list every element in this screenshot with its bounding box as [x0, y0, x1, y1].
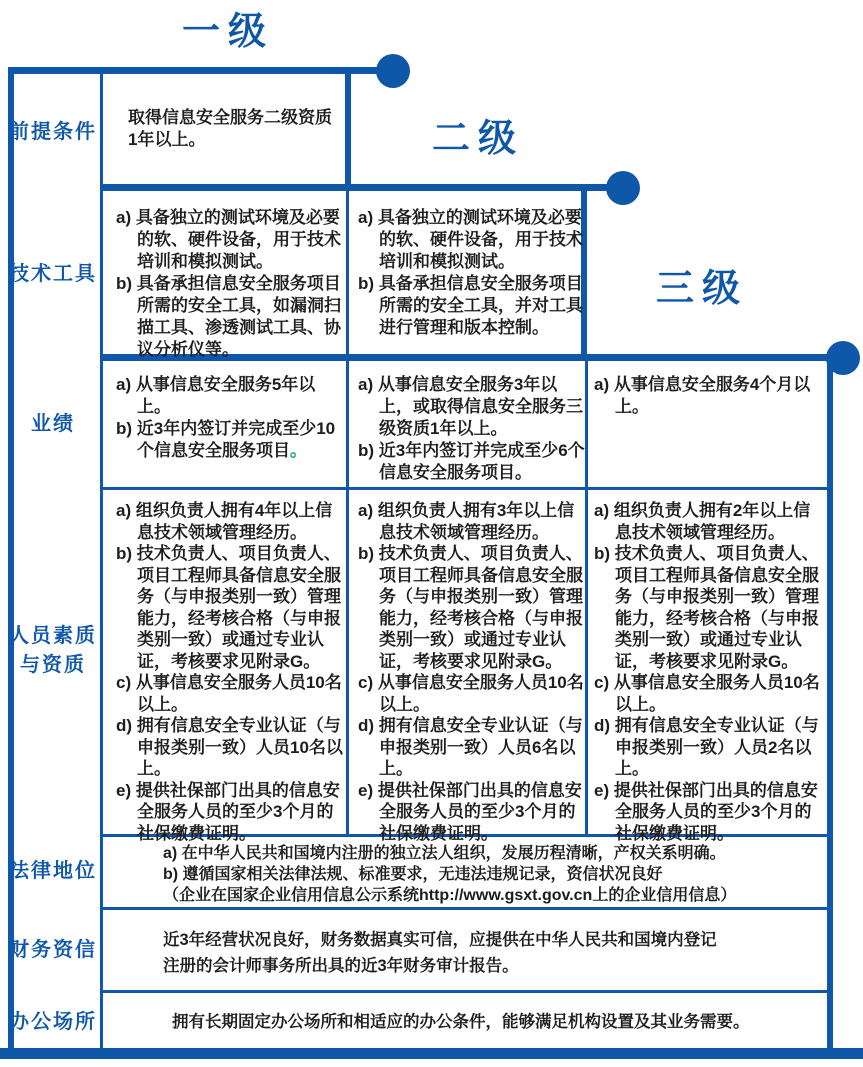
green-period: 。	[290, 441, 307, 460]
row-label-legal-status: 法律地位	[9, 860, 97, 882]
cell-performance-level2	[358, 374, 586, 484]
list-item: a) 组织负责人拥有2年以上信息技术领域管理经历。	[594, 501, 811, 542]
list-item: e) 提供社保部门出具的信息安全服务人员的至少3个月的社保缴费证明。	[594, 780, 818, 843]
list-item: c) 从事信息安全服务人员10名以上。	[116, 673, 342, 714]
cell-tech-tools-level1	[116, 207, 343, 361]
list-item: b) 近3年内签订并完成至少6个信息安全服务项目。	[358, 441, 585, 482]
legal-finance-divider	[100, 907, 833, 910]
cell-personnel-level3	[594, 500, 824, 844]
row-label-performance: 业绩	[31, 413, 75, 435]
text-line: 注册的会计师事务所出具的近3年财务审计报告。	[163, 957, 519, 975]
level1-column-right-border	[345, 67, 351, 188]
row-label-personnel-line2: 与资质	[20, 654, 86, 676]
list-item: c) 从事信息安全服务人员10名以上。	[594, 673, 820, 714]
level1-title: 一级	[182, 11, 275, 53]
list-item: e) 提供社保部门出具的信息安全服务人员的至少3个月的社保缴费证明。	[358, 780, 582, 843]
list-item	[116, 418, 344, 462]
level2-title: 二级	[432, 118, 525, 160]
list-item: a) 具备独立的测试环境及必要的软、硬件设备，用于技术培训和模拟测试。	[358, 208, 583, 271]
cell-office-space: 拥有长期固定办公场所和相适应的办公条件，能够满足机构设置及其业务需要。	[172, 1013, 750, 1031]
list-item: d) 拥有信息安全专业认证（与申报类别一致）人员2名以上。	[594, 716, 819, 778]
list-item: b) 具备承担信息安全服务项目所需的安全工具，并对工具进行管理和版本控制。	[358, 274, 583, 337]
table-border-left	[8, 67, 14, 1055]
list-item: a) 从事信息安全服务5年以上。	[116, 375, 316, 416]
row-label-personnel-line1: 人员素质	[9, 625, 97, 647]
cell-prerequisite-level1: 取得信息安全服务二级资质1年以上。	[128, 108, 332, 149]
list-item: b) 技术负责人、项目负责人、项目工程师具备信息安全服务（与申报类别一致）管理能力，经考核合格（与申报类别一致）或通过专业认证，考核要求见附录G。	[594, 544, 819, 671]
level2-connector-dot	[606, 171, 640, 205]
list-item: b) 技术负责人、项目负责人、项目工程师具备信息安全服务（与申报类别一致）管理能力，经考核合格（与申报类别一致）或通过专业认证，考核要求见附录G。	[116, 544, 341, 671]
cell-personnel-level2	[358, 500, 586, 844]
list-item: e) 提供社保部门出具的信息安全服务人员的至少3个月的社保缴费证明。	[116, 780, 340, 843]
performance-personnel-divider	[100, 487, 833, 490]
list-item-text: b) 近3年内签订并完成至少10个信息安全服务项目	[116, 419, 336, 460]
cell-personnel-level1	[116, 500, 344, 844]
level1-connector-line	[8, 67, 393, 74]
table-border-bottom	[0, 1048, 863, 1059]
list-item: d) 拥有信息安全专业认证（与申报类别一致）人员6名以上。	[358, 716, 583, 778]
row-label-prerequisite: 前提条件	[9, 121, 97, 143]
row-label-personnel	[9, 622, 97, 680]
list-item: c) 从事信息安全服务人员10名以上。	[358, 673, 584, 714]
level2-connector-line	[100, 184, 623, 191]
list-item: a) 从事信息安全服务4个月以上。	[594, 375, 811, 416]
cell-tech-tools-level2	[358, 207, 585, 339]
row-label-tech-tools: 技术工具	[9, 263, 97, 285]
level1-connector-dot	[376, 54, 410, 88]
cell-legal-status	[163, 843, 828, 906]
list-item: b) 技术负责人、项目负责人、项目工程师具备信息安全服务（与申报类别一致）管理能力，经考核合格（与申报类别一致）或通过专业认证，考核要求见附录G。	[358, 544, 583, 671]
list-item: a) 在中华人民共和国境内注册的独立法人组织，发展历程清晰，产权关系明确。	[163, 845, 726, 862]
list-item: （企业在国家企业信用信息公示系统http://www.gsxt.gov.cn上的企业信用信息）	[163, 887, 737, 904]
list-item: a) 从事信息安全服务3年以上，或取得信息安全服务三级资质1年以上。	[358, 375, 583, 438]
cell-financial-credit	[163, 927, 783, 979]
list-item: d) 拥有信息安全专业认证（与申报类别一致）人员10名以上。	[116, 716, 343, 778]
row-label-office-space: 办公场所	[9, 1011, 97, 1033]
cell-performance-level1	[116, 374, 344, 462]
table-border-right	[827, 354, 833, 1054]
list-item: a) 组织负责人拥有4年以上信息技术领域管理经历。	[116, 501, 333, 542]
list-item: a) 组织负责人拥有3年以上信息技术领域管理经历。	[358, 501, 575, 542]
list-item: b) 遵循国家相关法律法规、标准要求，无违法违规记录，资信状况良好	[163, 866, 663, 883]
cell-performance-level3	[594, 374, 818, 418]
list-item: b) 具备承担信息安全服务项目所需的安全工具，如漏洞扫描工具、渗透测试工具、协议分析仪等。	[116, 274, 341, 359]
list-item: a) 具备独立的测试环境及必要的软、硬件设备，用于技术培训和模拟测试。	[116, 208, 341, 271]
row-label-financial-credit: 财务资信	[9, 939, 97, 961]
text-line: 近3年经营状况良好，财务数据真实可信，应提供在中华人民共和国境内登记	[163, 931, 717, 949]
finance-office-divider	[100, 990, 833, 993]
level3-title: 三级	[656, 268, 749, 310]
column1-column2-divider	[346, 188, 349, 837]
